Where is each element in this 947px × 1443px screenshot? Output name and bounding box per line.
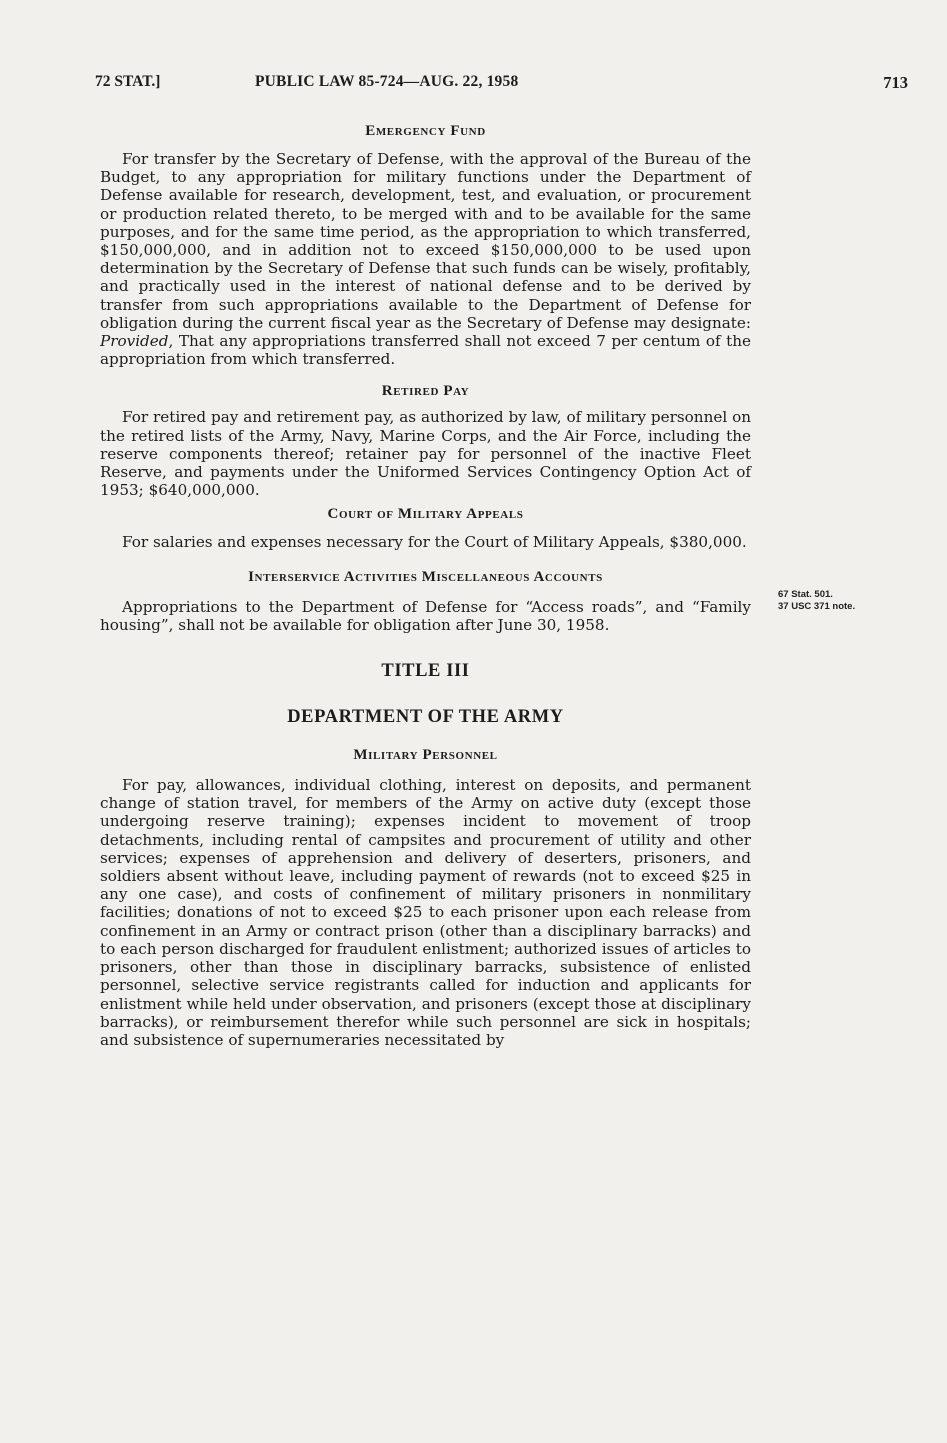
margin-note [778, 589, 855, 613]
section-heading-interservice: Interservice Activities Miscellaneous Accounts [248, 568, 603, 585]
text-column [100, 118, 751, 1049]
running-title: PUBLIC LAW 85-724—AUG. 22, 1958 [255, 73, 519, 90]
paragraph-court-of-military-appeals: For salaries and expenses necessary for the Court of Military Appeals, $380,000. [122, 533, 747, 552]
section-heading-emergency-fund: Emergency Fund [365, 123, 486, 139]
paragraph-emergency-fund [100, 150, 751, 368]
margin-note-line: 67 Stat. 501. [778, 589, 833, 600]
paragraph-retired-pay: For retired pay and retirement pay, as authorized by law, of military personnel on the retired lists of the Army, Navy, Marine Corps, and the Air Force, including the reserve components thereof; retainer pay for personnel of the inactive Fleet Reserve, and payments under the Uniformed Services Contingency Option Act of 1953; $640,000,000. [100, 408, 751, 500]
section-heading-retired-pay: Retired Pay [381, 383, 470, 400]
section-heading-military-personnel: Military Personnel [353, 747, 498, 764]
proviso-term: Provided [100, 332, 169, 351]
department-heading: DEPARTMENT OF THE ARMY [287, 707, 564, 728]
page-number: 713 [883, 73, 908, 92]
page-header [95, 73, 908, 95]
paragraph-military-personnel: For pay, allowances, individual clothing, interest on deposits, and permanent change of station travel, for members of the Army on active duty (except those undergoing reserve training); expenses incident to movement of troop detachments, including rental of campsites and procurement of utility and other services; expenses of apprehension and delivery of deserters, prisoners, and soldiers absent without leave, including payment of rewards (not to exceed $25 in any one case), and costs of confinement of military prisoners in nonmilitary facilities; donations of not to exceed $25 to each prisoner upon each release from confinement in an Army or contract prison (other than a disciplinary barracks) and to each person discharged for fraudulent enlistment; authorized issues of articles to prisoners, other than those in disciplinary barracks, subsistence of enlisted personnel, selective service registrants called for induction and applicants for enlistment while held under observation, and prisoners (except those at disciplinary barracks), or reimbursement therefor while such personnel are sick in hospitals; and subsistence of supernumeraries necessitated by [100, 776, 751, 1049]
title-number: TITLE III [381, 661, 470, 682]
statute-citation: 72 STAT.] [95, 73, 161, 90]
paragraph-text: , That any appropriations transferred shall not exceed 7 per centum of the appropriation from which transferred. [100, 332, 751, 369]
section-heading-court-of-military-appeals: Court of Military Appeals [327, 506, 524, 523]
paragraph-interservice: Appropriations to the Department of Defense for “Access roads”, and “Family housing”, shall not be available for obligation after June 30, 1958. [100, 597, 751, 634]
paragraph-text: For transfer by the Secretary of Defense, with the approval of the Bureau of the Budget, to any appropriation for military functions under the Department of Defense available for research, development, test, and evaluation, or procurement or production related thereto, to be merged with and to be available for the same purposes, and for the same time period, as the appropriation to which transferred, $150,000,000, and in addition not to exceed $150,000,000 to be used upon determination by the Secretary of Defense that such funds can be wisely, profitably, and practically used in the interest of national defense and to be derived by transfer from such appropriations available to the Department of Defense for obligation during the current fiscal year as the Secretary of Defense may designate: [100, 150, 751, 332]
margin-note-line: 37 USC 371 note. [778, 601, 856, 612]
